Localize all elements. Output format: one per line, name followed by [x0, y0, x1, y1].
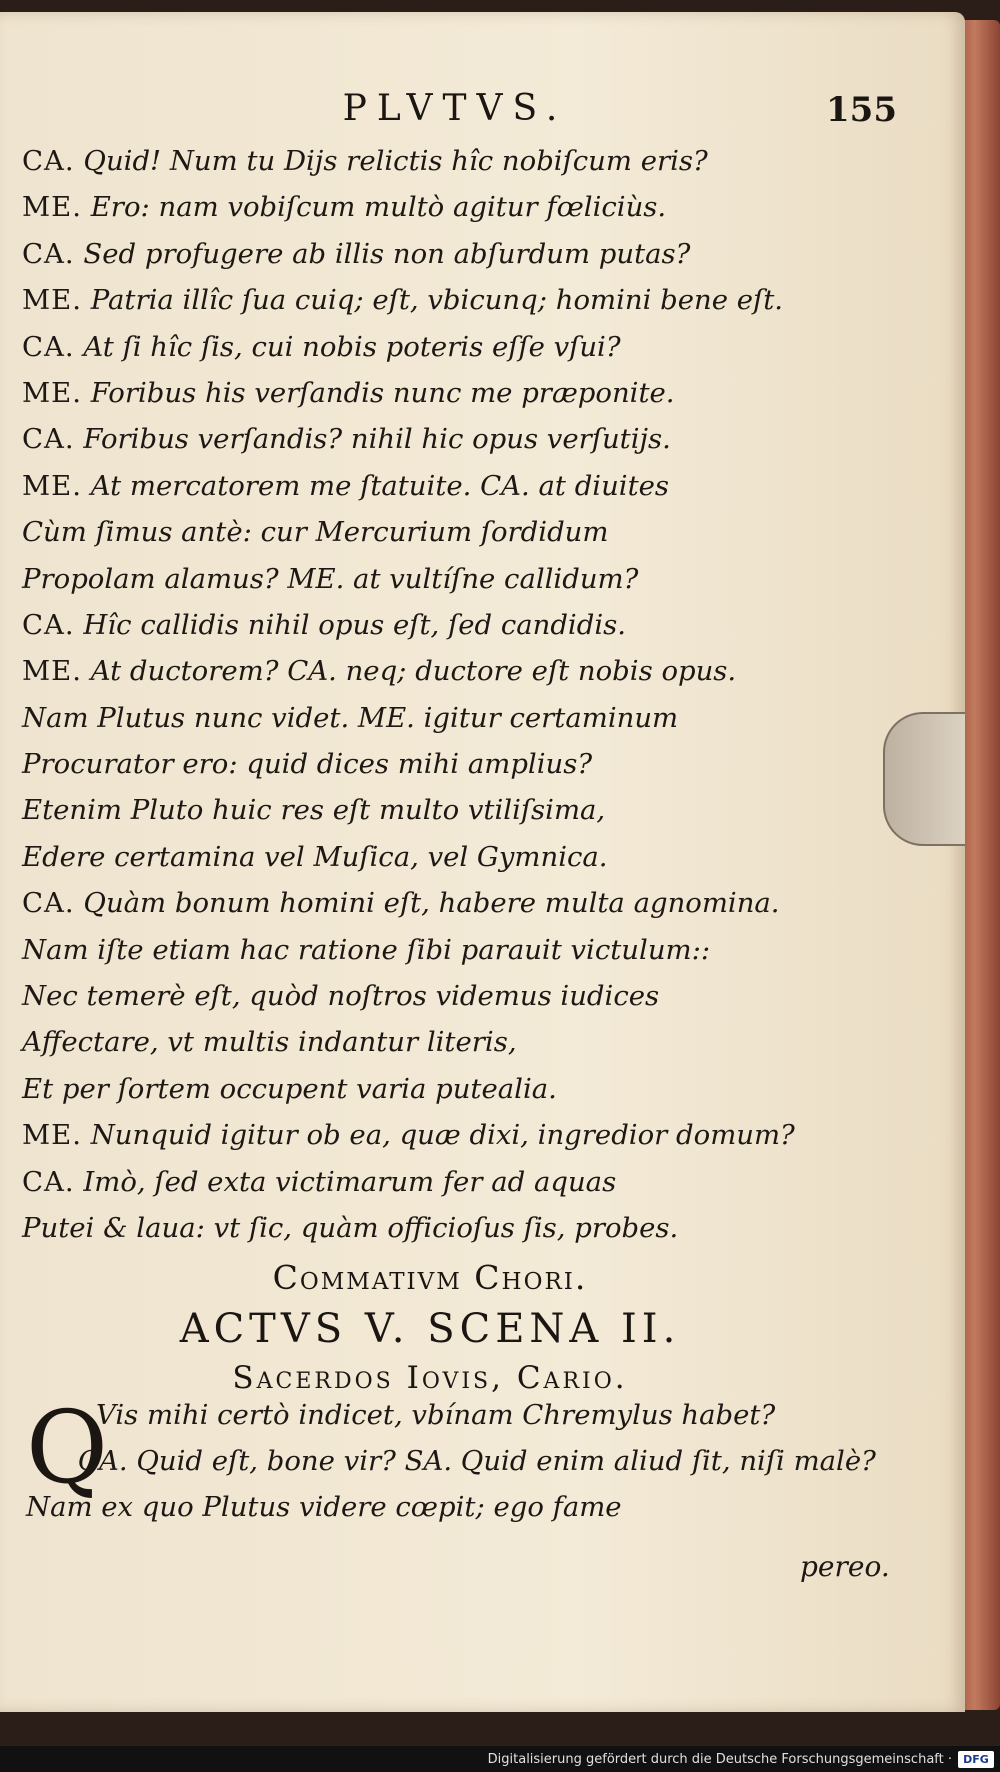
- verse-text: Quàm bonum homini eſt, habere multa agnomina.: [83, 887, 780, 920]
- verse-text: Nunquid igitur ob ea, quæ dixi, ingredior domum?: [90, 1119, 795, 1152]
- speaker-label: CA.: [22, 330, 75, 363]
- verse-line: [22, 277, 902, 323]
- footer-bar: [0, 1746, 1000, 1772]
- verse-line: [22, 880, 902, 926]
- verse-text: Imò, ſed exta victimarum fer ad aquas: [83, 1165, 617, 1198]
- verse-text: Cùm ſimus antè: cur Mercurium ſordidum: [22, 516, 609, 549]
- speaker-label: ME.: [22, 191, 82, 224]
- verse-text: Procurator ero: quid dices mihi amplius?: [22, 748, 593, 781]
- running-head: PLVTVS.: [342, 88, 568, 129]
- verse-text: At ſi hîc ſis, cui nobis poteris eſſe vſui?: [83, 330, 621, 363]
- verse-line: [22, 1066, 902, 1112]
- verse-text: Edere certamina vel Muſica, vel Gymnica.: [22, 840, 608, 873]
- verse-line: [22, 231, 902, 277]
- verse-line: [22, 416, 902, 462]
- verse-line: [22, 695, 902, 741]
- verse-text: At mercatorem me ſtatuite. CA. at diuites: [90, 469, 670, 502]
- verse-text: Nec temerè eſt, quòd noſtros videmus iudices: [22, 980, 660, 1013]
- cast-heading: Sacerdos Iovis, Cario.: [232, 1360, 628, 1396]
- verse-line: [22, 1019, 902, 1065]
- verse-text: Foribus his verſandis nunc me præponite.: [90, 376, 675, 409]
- verse-line: [22, 1159, 902, 1205]
- scene-line-3: Nam ex quo Plutus videre cœpit; ego fame: [26, 1491, 622, 1523]
- speaker-label: CA.: [22, 237, 75, 270]
- verse-line: [22, 370, 902, 416]
- verse-text: Etenim Pluto huic res eſt multo vtiliſsima,: [22, 794, 606, 827]
- speaker-label: ME.: [22, 655, 82, 688]
- verse-line: [22, 834, 902, 880]
- verse-text: Propolam alamus? ME. at vultíſne callidum?: [22, 562, 639, 595]
- verse-line: [22, 138, 902, 184]
- speaker-label: CA.: [22, 887, 75, 920]
- speaker-label: ME.: [22, 1119, 82, 1152]
- speaker-label: CA.: [22, 1165, 75, 1198]
- page-number: 155: [826, 90, 897, 130]
- verse-text: Et per ſortem occupent varia putealia.: [22, 1072, 557, 1105]
- verse-text: Quid! Num tu Dijs relictis hîc nobiſcum eris?: [83, 145, 708, 177]
- verse-line: [22, 463, 902, 509]
- act-scene-heading: ACTVS V. SCENA II.: [179, 1306, 681, 1352]
- chorus-heading: Commativm Chori.: [272, 1258, 588, 1297]
- footer-credit: Digitalisierung gefördert durch die Deutsche Forschungsgemeinschaft ·: [487, 1752, 952, 1767]
- verse-line: [22, 927, 902, 973]
- catchword: pereo.: [800, 1550, 890, 1583]
- verse-line: [22, 324, 902, 370]
- verse-line: [22, 973, 902, 1019]
- verse-line: [22, 741, 902, 787]
- speaker-label: ME.: [22, 376, 82, 409]
- verse-line: [22, 602, 902, 648]
- verse-text: Hîc callidis nihil opus eſt, ſed candidis.: [83, 608, 626, 641]
- verse-text: Foribus verſandis? nihil hic opus verſutijs.: [83, 423, 671, 456]
- scene-line-2: CA. Quid eſt, bone vir? SA. Quid enim aliud ſit, niſi malè?: [78, 1445, 876, 1477]
- dfg-logo-icon: DFG: [958, 1751, 994, 1768]
- speaker-label: ME.: [22, 469, 82, 502]
- verse-line: [22, 556, 902, 602]
- scene-line-1: Vis mihi certò indicet, vbínam Chremylus habet?: [96, 1399, 776, 1431]
- verse-text: Sed profugere ab illis non abſurdum putas?: [83, 237, 691, 270]
- verse-text: At ductorem? CA. neq; ductore eſt nobis opus.: [90, 655, 737, 688]
- verse-line: [22, 648, 902, 694]
- speaker-label: CA.: [22, 608, 75, 641]
- verse-line: [22, 787, 902, 833]
- verse-line: [22, 1112, 902, 1158]
- verse-lines: [22, 138, 902, 1251]
- speaker-label: ME.: [22, 284, 82, 317]
- speaker-label: CA.: [22, 145, 75, 177]
- verse-text: Ero: nam vobiſcum multò agitur fœliciùs.: [90, 191, 667, 224]
- verse-line: [22, 184, 902, 230]
- verse-text: Affectare, vt multis indantur literis,: [22, 1026, 517, 1059]
- drop-capital: Q: [26, 1389, 108, 1506]
- verse-line: [22, 1205, 902, 1251]
- speaker-label: CA.: [22, 423, 75, 456]
- verse-text: Nam Plutus nunc videt. ME. igitur certaminum: [22, 701, 679, 734]
- verse-line: [22, 509, 902, 555]
- verse-text: Patria illîc ſua cuiq; eſt, vbicunq; homini bene eſt.: [90, 284, 783, 317]
- verse-text: Putei & laua: vt ſic, quàm officioſus ſis, probes.: [22, 1211, 679, 1244]
- verse-text: Nam iſte etiam hac ratione ſibi parauit victulum::: [22, 933, 711, 966]
